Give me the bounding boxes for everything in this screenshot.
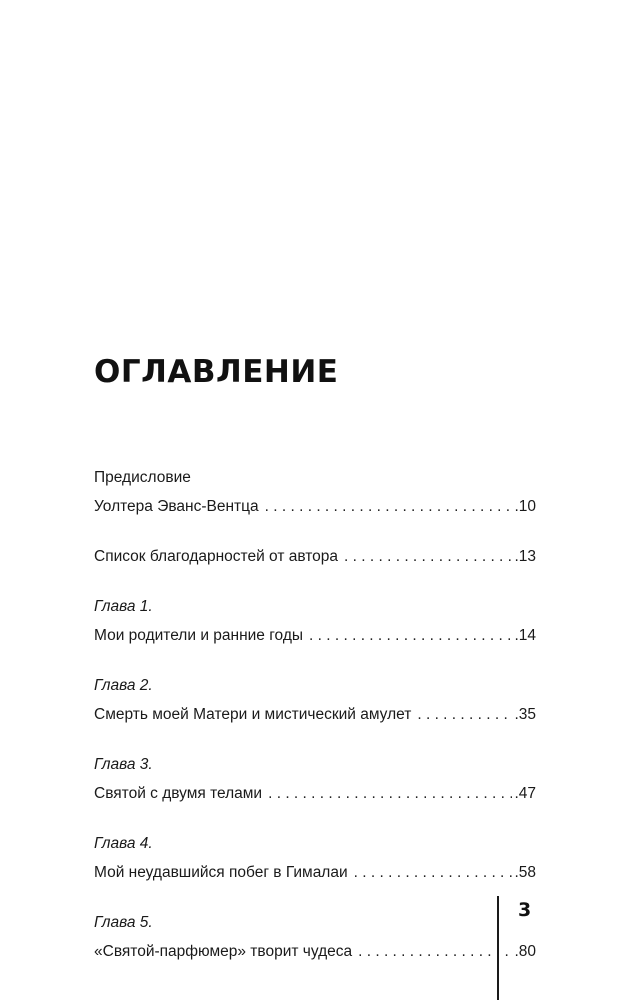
toc-entry-page: .35 — [514, 706, 536, 723]
toc-entry-chapter-5[interactable] — [94, 908, 536, 966]
toc-entry-line — [94, 779, 536, 808]
toc-entry-page: .58 — [514, 864, 536, 881]
toc-entry-acknowledgements[interactable] — [94, 542, 536, 571]
toc-entry-label: Глава 3. — [94, 756, 153, 773]
toc-entry-line — [94, 492, 536, 521]
toc-entry-title[interactable]: Смерть моей Матери и мистический амулет — [94, 706, 412, 723]
toc-entry-page: .14 — [514, 627, 536, 644]
toc-entry-page: .80 — [514, 943, 536, 960]
page-number: 3 — [518, 899, 532, 921]
dot-leader — [358, 937, 512, 966]
dot-leader — [309, 621, 512, 650]
toc-entry-label: Предисловие — [94, 469, 191, 486]
toc-entry-title[interactable]: Уолтера Эванс-Вентца — [94, 498, 259, 515]
page-title: ОГЛАВЛЕНИЕ — [94, 354, 339, 390]
dot-leader — [344, 542, 512, 571]
toc-entry-title[interactable]: Мой неудавшийся побег в Гималаи — [94, 864, 348, 881]
toc-entry-page: .47 — [514, 785, 536, 802]
toc-entry-chapter-2[interactable] — [94, 671, 536, 729]
toc-entry-line — [94, 937, 536, 966]
toc-entry-chapter-1[interactable] — [94, 592, 536, 650]
toc-entry-label: Глава 4. — [94, 835, 153, 852]
toc-entry-label: Глава 5. — [94, 914, 153, 931]
toc-entry-chapter-4[interactable] — [94, 829, 536, 887]
toc-entry-title[interactable]: Список благодарностей от автора — [94, 548, 339, 565]
toc-entry-page: .10 — [514, 498, 536, 515]
dot-leader — [265, 492, 513, 521]
toc-entry-chapter-3[interactable] — [94, 750, 536, 808]
toc-entry-line — [94, 858, 536, 887]
dot-leader — [417, 700, 512, 729]
dot-leader — [354, 858, 513, 887]
page-number-rule — [497, 896, 499, 1000]
toc-entry-title[interactable]: Святой с двумя телами — [94, 785, 263, 802]
toc-entry-page: .13 — [514, 548, 536, 565]
toc-entry-label: Глава 2. — [94, 677, 153, 694]
toc-entry-foreword[interactable] — [94, 463, 536, 521]
dot-leader — [268, 779, 512, 808]
toc-entry-title[interactable]: Мои родители и ранние годы — [94, 627, 304, 644]
table-of-contents — [94, 463, 536, 987]
toc-entry-label: Глава 1. — [94, 598, 153, 615]
toc-entry-line — [94, 621, 536, 650]
toc-entry-title[interactable]: «Святой-парфюмер» творит чудеса — [94, 943, 353, 960]
toc-entry-line — [94, 542, 536, 571]
toc-entry-line — [94, 700, 536, 729]
